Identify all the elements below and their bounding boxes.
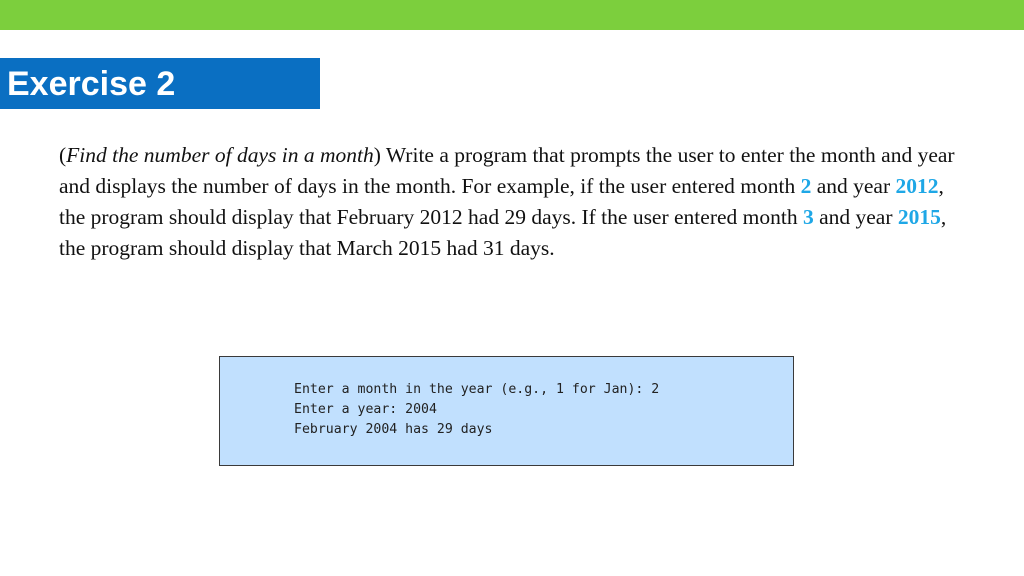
slide-title: Exercise 2 [7, 65, 176, 103]
example-month-1: 2 [800, 174, 812, 198]
description-text-3: , the program should display that February 2012 had 29 days. If the user entered month [59, 174, 944, 229]
console-line: Enter a year: 2004 [294, 402, 437, 417]
sample-console-output [219, 356, 794, 466]
description-text-2: and year [811, 174, 896, 198]
top-accent-bar [0, 0, 1024, 30]
example-year-1: 2012 [895, 174, 939, 198]
example-year-2: 2015 [897, 205, 941, 229]
console-line: Enter a month in the year (e.g., 1 for Jan): 2 [294, 382, 660, 397]
console-line: February 2004 has 29 days [294, 422, 493, 437]
description-text-5: , the program should display that March 2015 had 31 days. [59, 205, 947, 260]
description-text-1: Write a program that prompts the user to enter the month and year and displays the number of days in the month. For example, if the user entered month [59, 143, 955, 198]
paren-close: ) [373, 143, 381, 167]
example-month-2: 3 [802, 205, 814, 229]
exercise-italic-title: Find the number of days in a month [66, 143, 374, 167]
slide-title-banner [0, 58, 320, 109]
exercise-description [59, 140, 974, 264]
description-text-4: and year [813, 205, 898, 229]
paren-open: ( [59, 143, 67, 167]
